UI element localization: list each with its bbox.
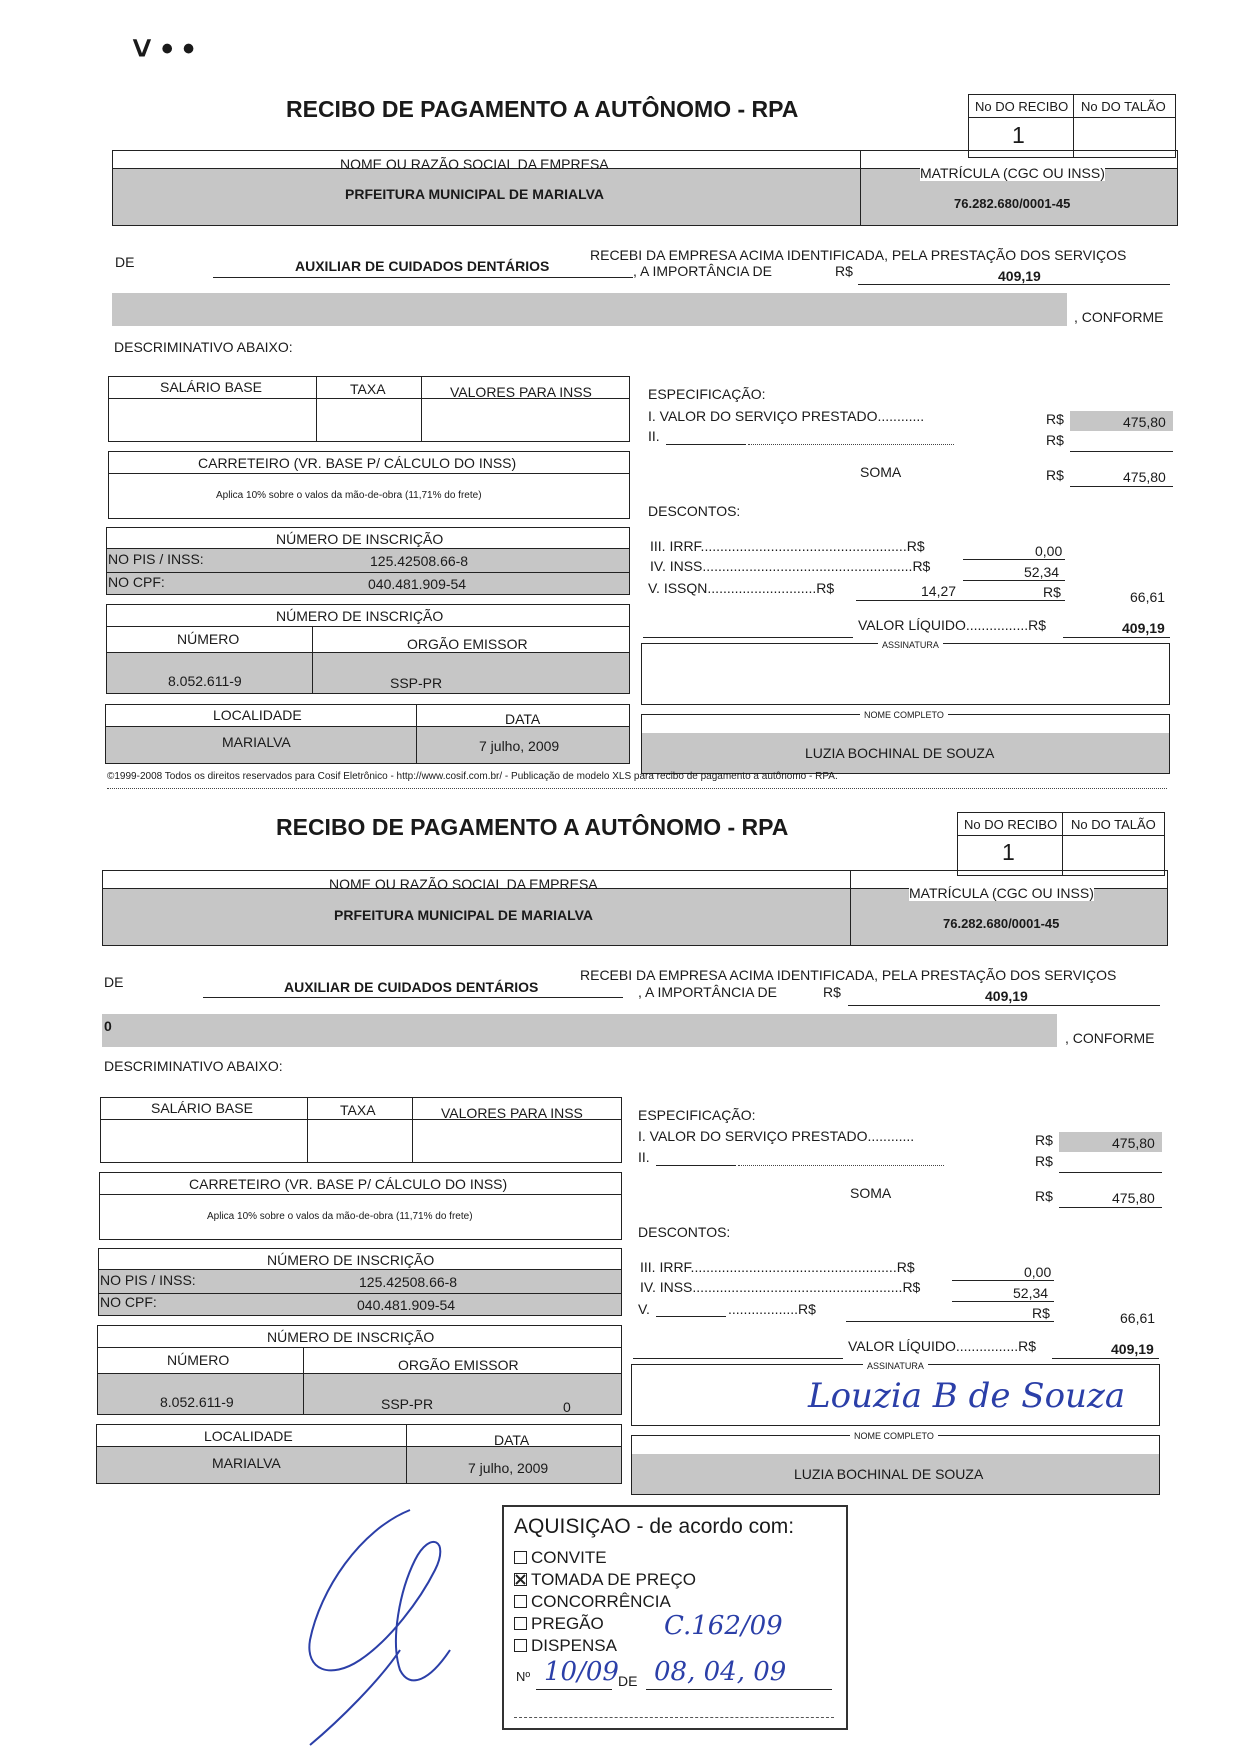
item1-label: I. VALOR DO SERVIÇO PRESTADO............ <box>638 1128 915 1144</box>
top-scribble: ˅ • • <box>132 30 195 68</box>
aplica-text: Aplica 10% sobre o valos da mão-de-obra (11,71% do frete) <box>207 1211 473 1222</box>
matricula-value: 76.282.680/0001-45 <box>943 916 1060 931</box>
liquido-value: 409,19 <box>1122 620 1165 636</box>
extenso-bar <box>102 1014 1057 1047</box>
irrf-value: 0,00 <box>1024 1264 1052 1280</box>
orgao-value: SSP-PR <box>381 1396 434 1412</box>
de-label: DE <box>115 254 135 270</box>
soma-value: 475,80 <box>1112 1190 1155 1206</box>
stamp-option <box>514 1591 844 1613</box>
matricula-label: MATRÍCULA (CGC OU INSS) <box>909 885 1094 901</box>
recebi-text: RECEBI DA EMPRESA ACIMA IDENTIFICADA, PELA PRESTAÇÃO DOS SERVIÇOS <box>580 967 1117 983</box>
soma-rs: R$ <box>1046 467 1064 483</box>
localidade-value: MARIALVA <box>222 734 291 750</box>
valores-inss-header: VALORES PARA INSS <box>441 1105 583 1121</box>
importancia-value: 409,19 <box>998 268 1041 284</box>
salario-base-header: SALÁRIO BASE <box>160 379 262 395</box>
irrf-value: 0,00 <box>1035 543 1063 559</box>
nome-completo-value: LUZIA BOCHINAL DE SOUZA <box>794 1466 984 1482</box>
checkbox-icon[interactable] <box>514 1551 527 1564</box>
stamp-option-label: DISPENSA <box>531 1636 617 1655</box>
item2-rs: R$ <box>1035 1153 1053 1169</box>
empresa-label: NOME OU RAZÃO SOCIAL DA EMPRESA <box>340 156 609 172</box>
no-talao-label: No DO TALÃO <box>1071 817 1156 832</box>
orgao-label: ORGÃO EMISSOR <box>407 636 528 652</box>
de-value: AUXILIAR DE CUIDADOS DENTÁRIOS <box>295 258 550 274</box>
soma-rs: R$ <box>1035 1188 1053 1204</box>
total-desc-rs: R$ <box>1043 584 1061 600</box>
stamp-option-label: CONVITE <box>531 1548 607 1567</box>
signature-2: Louzia B de Souza <box>808 1376 1126 1416</box>
rs-label: R$ <box>835 263 853 279</box>
nome-completo-label: NOME COMPLETO <box>860 710 948 720</box>
checked-box-icon[interactable] <box>514 1573 527 1586</box>
empresa-value: PRFEITURA MUNICIPAL DE MARIALVA <box>345 186 604 202</box>
pis-label: NO PIS / INSS: <box>100 1272 196 1288</box>
stamp-option-label: TOMADA DE PREÇO <box>531 1570 696 1589</box>
especificacao-label: ESPECIFICAÇÃO: <box>638 1107 756 1123</box>
stamp-handwritten-code: C.162/09 <box>664 1611 783 1641</box>
conforme-label: , CONFORME <box>1065 1030 1155 1046</box>
checkbox-icon[interactable] <box>514 1639 527 1652</box>
checkbox-icon[interactable] <box>514 1617 527 1630</box>
item1-rs: R$ <box>1046 411 1064 427</box>
irrf-label: III. IRRF.....................................................R$ <box>650 538 925 554</box>
discriminativo-label: DESCRIMINATIVO ABAIXO: <box>104 1058 283 1074</box>
irrf-label: III. IRRF.....................................................R$ <box>640 1259 915 1275</box>
num-inscricao-label-2: NÚMERO DE INSCRIÇÃO <box>276 608 444 624</box>
de-value: AUXILIAR DE CUIDADOS DENTÁRIOS <box>284 979 539 995</box>
recebi-text: RECEBI DA EMPRESA ACIMA IDENTIFICADA, PELA PRESTAÇÃO DOS SERVIÇOS <box>590 247 1127 263</box>
taxa-header: TAXA <box>340 1102 376 1118</box>
matricula-value: 76.282.680/0001-45 <box>954 196 1071 211</box>
assinatura-label: ASSINATURA <box>878 640 943 650</box>
liquido-label: VALOR LÍQUIDO................R$ <box>858 617 1047 633</box>
no-recibo-value: 1 <box>1012 122 1025 148</box>
descontos-label: DESCONTOS: <box>638 1224 731 1240</box>
pis-value: 125.42508.66-8 <box>370 553 469 569</box>
item2-label: II. <box>638 1149 650 1165</box>
stamp-option-label: PREGÃO <box>531 1614 604 1633</box>
inss-label: IV. INSS......................................................R$ <box>650 558 931 574</box>
orgao-value: SSP-PR <box>390 675 443 691</box>
numero-label: NÚMERO <box>177 631 240 647</box>
item2-label: II. <box>648 428 660 444</box>
inss-label: IV. INSS......................................................R$ <box>640 1279 921 1295</box>
item1-rs: R$ <box>1035 1132 1053 1148</box>
orgao-label: ORGÃO EMISSOR <box>398 1357 519 1373</box>
descontos-label: DESCONTOS: <box>648 503 741 519</box>
carreteiro-label: CARRETEIRO (VR. BASE P/ CÁLCULO DO INSS) <box>189 1176 508 1192</box>
importancia-text: , A IMPORTÂNCIA DE <box>638 984 778 1000</box>
stamp-option <box>514 1569 844 1591</box>
salario-base-header: SALÁRIO BASE <box>151 1100 253 1116</box>
assinatura-label: ASSINATURA <box>863 1361 928 1371</box>
soma-label: SOMA <box>850 1185 892 1201</box>
nome-completo-value: LUZIA BOCHINAL DE SOUZA <box>805 745 995 761</box>
importancia-value: 409,19 <box>985 988 1028 1004</box>
cpf-label: NO CPF: <box>100 1294 157 1310</box>
no-recibo-label: No DO RECIBO <box>975 99 1069 114</box>
soma-label: SOMA <box>860 464 902 480</box>
item1-label: I. VALOR DO SERVIÇO PRESTADO............ <box>648 408 925 424</box>
stamp-no-value: 10/09 <box>544 1657 619 1687</box>
data-label: DATA <box>505 711 541 727</box>
nome-completo-label: NOME COMPLETO <box>850 1431 938 1441</box>
no-recibo-label: No DO RECIBO <box>964 817 1058 832</box>
num-inscricao-label: NÚMERO DE INSCRIÇÃO <box>276 531 444 547</box>
especificacao-label: ESPECIFICAÇÃO: <box>648 386 766 402</box>
data-label: DATA <box>494 1432 530 1448</box>
liquido-label: VALOR LÍQUIDO................R$ <box>848 1338 1037 1354</box>
rubric-signature-mark <box>300 1500 480 1750</box>
checkbox-icon[interactable] <box>514 1595 527 1608</box>
numero-value: 8.052.611-9 <box>168 673 242 689</box>
cpf-value: 040.481.909-54 <box>357 1297 456 1313</box>
extenso-value: 0 <box>104 1018 112 1034</box>
no-talao-label: No DO TALÃO <box>1081 99 1166 114</box>
data-value: 7 julho, 2009 <box>479 738 560 754</box>
aplica-text: Aplica 10% sobre o valos da mão-de-obra (11,71% do frete) <box>216 490 482 501</box>
orgao-extra: 0 <box>563 1399 571 1415</box>
issqn-value: 14,27 <box>921 583 957 599</box>
total-desc-value: 66,61 <box>1130 589 1166 605</box>
localidade-value: MARIALVA <box>212 1455 281 1471</box>
numero-label: NÚMERO <box>167 1352 230 1368</box>
issqn-label: V. <box>638 1301 650 1317</box>
item1-value: 475,80 <box>1123 414 1166 430</box>
inss-value: 52,34 <box>1024 564 1060 580</box>
taxa-header: TAXA <box>350 381 386 397</box>
de-label: DE <box>104 974 124 990</box>
receipt-title: RECIBO DE PAGAMENTO A AUTÔNOMO - RPA <box>286 96 799 122</box>
cpf-label: NO CPF: <box>108 574 165 590</box>
localidade-label: LOCALIDADE <box>213 707 302 723</box>
item2-rs: R$ <box>1046 432 1064 448</box>
pis-label: NO PIS / INSS: <box>108 551 204 567</box>
inss-value: 52,34 <box>1013 1285 1049 1301</box>
stamp-de-label: DE <box>618 1673 638 1689</box>
localidade-label: LOCALIDADE <box>204 1428 293 1444</box>
issqn-dots: ..................R$ <box>728 1301 816 1317</box>
empresa-label: NOME OU RAZÃO SOCIAL DA EMPRESA <box>329 876 598 892</box>
num-inscricao-label: NÚMERO DE INSCRIÇÃO <box>267 1252 435 1268</box>
carreteiro-label: CARRETEIRO (VR. BASE P/ CÁLCULO DO INSS) <box>198 455 517 471</box>
total-desc-value: 66,61 <box>1120 1310 1156 1326</box>
pis-value: 125.42508.66-8 <box>359 1274 458 1290</box>
no-recibo-value: 1 <box>1002 839 1015 865</box>
liquido-value: 409,19 <box>1111 1341 1154 1357</box>
total-desc-rs: R$ <box>1032 1305 1050 1321</box>
matricula-label: MATRÍCULA (CGC OU INSS) <box>920 165 1105 181</box>
rs-label: R$ <box>823 984 841 1000</box>
receipt-title: RECIBO DE PAGAMENTO A AUTÔNOMO - RPA <box>276 814 789 840</box>
numero-value: 8.052.611-9 <box>160 1394 234 1410</box>
data-value: 7 julho, 2009 <box>468 1460 549 1476</box>
cpf-value: 040.481.909-54 <box>368 576 467 592</box>
stamp-option <box>514 1547 844 1569</box>
conforme-label: , CONFORME <box>1074 309 1164 325</box>
acquisition-stamp <box>502 1505 848 1730</box>
empresa-value: PRFEITURA MUNICIPAL DE MARIALVA <box>334 907 593 923</box>
stamp-option-label: CONCORRÊNCIA <box>531 1592 671 1611</box>
stamp-title: AQUISIÇAO - de acordo com: <box>514 1515 795 1538</box>
importancia-text: , A IMPORTÂNCIA DE <box>633 263 773 279</box>
valores-inss-header: VALORES PARA INSS <box>450 384 592 400</box>
soma-value: 475,80 <box>1123 469 1166 485</box>
discriminativo-label: DESCRIMINATIVO ABAIXO: <box>114 339 293 355</box>
item1-value: 475,80 <box>1112 1135 1155 1151</box>
stamp-de-value: 08, 04, 09 <box>654 1657 787 1687</box>
issqn-label: V. ISSQN............................R$ <box>648 580 835 596</box>
copyright-text: ©1999-2008 Todos os direitos reservados para Cosif Eletrônico - http://www.cosif.com.br/ - Publicação de modelo XLS para recibo de pagamento a autônomo - RPA. <box>107 771 838 782</box>
stamp-no-label: Nº <box>516 1669 531 1684</box>
num-inscricao-label-2: NÚMERO DE INSCRIÇÃO <box>267 1329 435 1345</box>
